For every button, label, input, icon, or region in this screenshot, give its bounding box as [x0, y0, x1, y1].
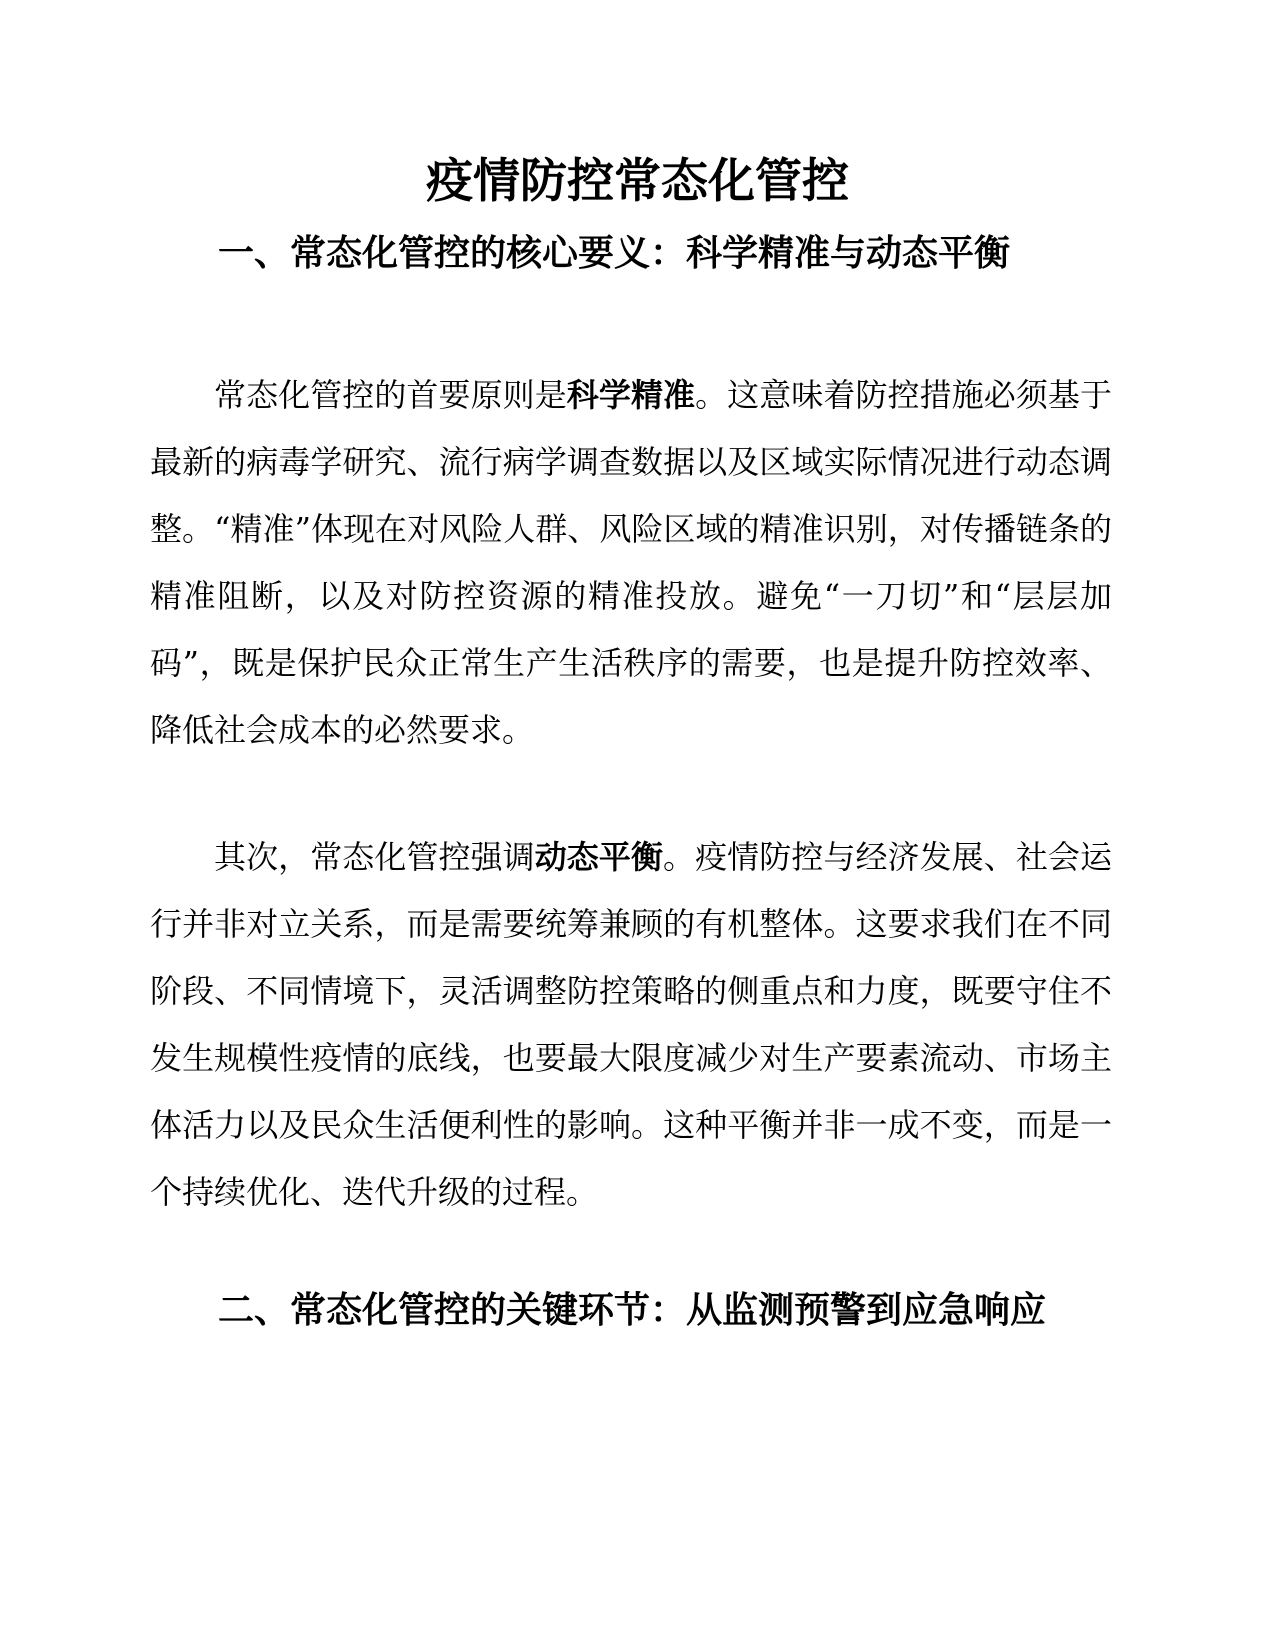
paragraph-1-text-end: 。这意味着防控措施必须基于最新的病毒学研究、流行病学调查数据以及区域实际情况进行动态调整。“精准”体现在对风险人群、风险区域的精准识别，对传播链条的精准阻断，以及对防控资源的精准投放。避免“一刀切”和“层层加码”，既是保护民众正常生产生活秩序的需要，也是提升防控效率、降低社会成本的必然要求。 [150, 376, 1112, 749]
paragraph-1 [150, 362, 1112, 764]
paragraph-1-text-start: 常态化管控的首要原则是 [214, 376, 567, 414]
document-title: 疫情防控常态化管控 [426, 154, 849, 209]
paragraph-2-text-start: 其次，常态化管控强调 [214, 838, 535, 876]
paragraph-1-bold-term: 科学精准 [566, 376, 696, 414]
section-heading-2: 二、常态化管控的关键环节：从监测预警到应急响应 [218, 1290, 1047, 1331]
paragraph-2 [150, 824, 1112, 1226]
paragraph-2-bold-term: 动态平衡 [534, 838, 664, 876]
section-heading-1: 一、常态化管控的核心要义：科学精准与动态平衡 [218, 233, 1011, 274]
paragraph-2-text-end: 。疫情防控与经济发展、社会运行并非对立关系，而是需要统筹兼顾的有机整体。这要求我们在不同阶段、不同情境下，灵活调整防控策略的侧重点和力度，既要守住不发生规模性疫情的底线，也要最大限度减少对生产要素流动、市场主体活力以及民众生活便利性的影响。这种平衡并非一成不变，而是一个持续优化、迭代升级的过程。 [150, 838, 1112, 1211]
